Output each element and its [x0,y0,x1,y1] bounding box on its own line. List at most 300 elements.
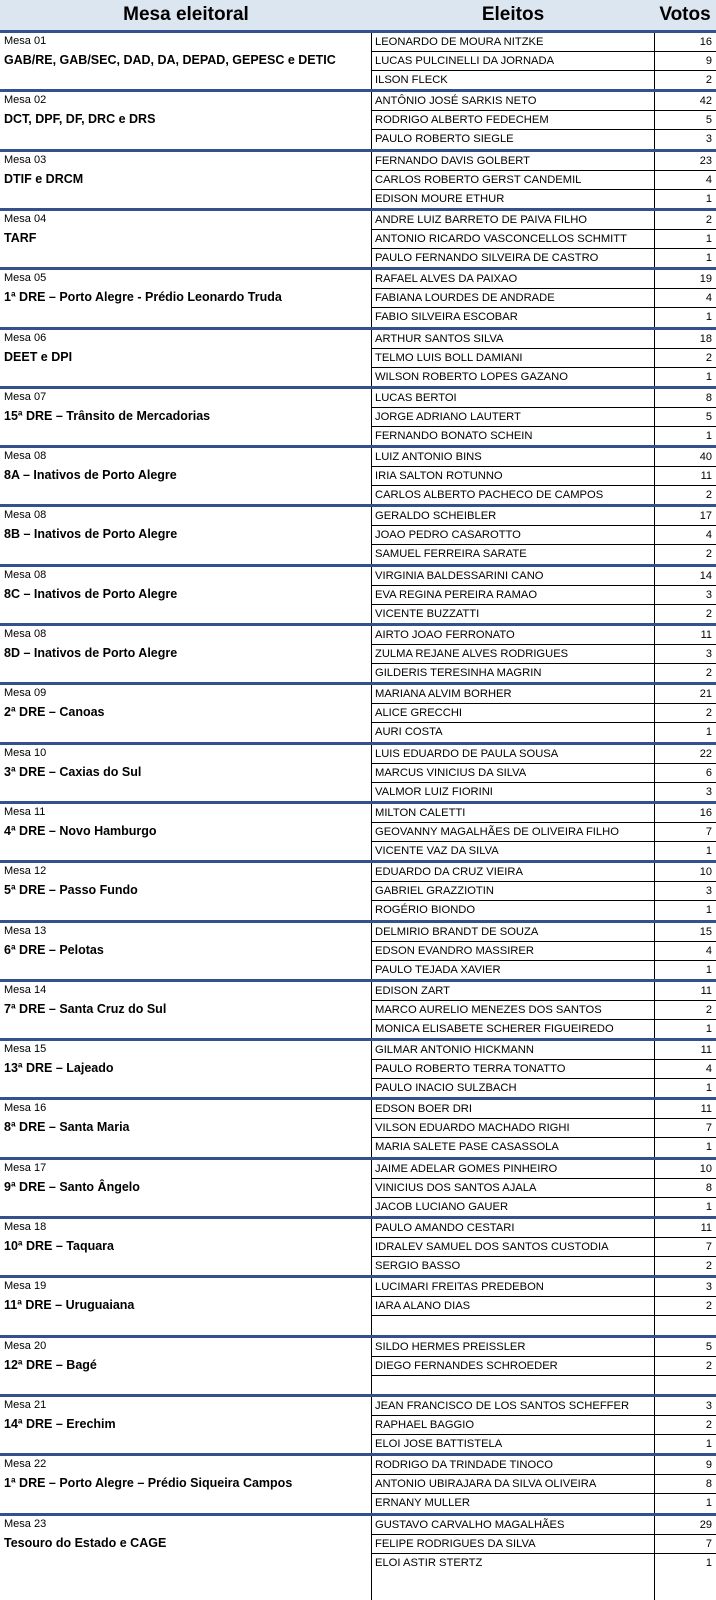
mesa-group [0,1100,716,1160]
candidate-row [372,823,716,842]
candidate-name: AURI COSTA [375,726,443,738]
candidate-name: GUSTAVO CARVALHO MAGALHÃES [375,1519,565,1531]
mesa-number: Mesa 23 [4,1518,47,1530]
candidate-name: ERNANY MULLER [375,1497,470,1509]
candidate-row [372,486,716,505]
mesa-number: Mesa 04 [4,213,47,225]
candidate-votes: 1 [705,311,712,323]
candidate-votes: 21 [699,688,712,700]
candidate-name: SILDO HERMES PREISSLER [375,1341,526,1353]
candidate-name: VICENTE VAZ DA SILVA [375,845,499,857]
candidate-name: CARLOS ALBERTO PACHECO DE CAMPOS [375,489,604,501]
candidate-votes: 22 [699,748,712,760]
candidate-votes: 1 [705,845,712,857]
candidate-votes: 4 [705,1063,712,1075]
mesa-location: 8C – Inativos de Porto Alegre [4,587,178,601]
candidate-name: GABRIEL GRAZZIOTIN [375,885,494,897]
mesa-number: Mesa 06 [4,332,47,344]
candidate-votes: 2 [705,1260,712,1272]
candidate-row [372,1475,716,1494]
mesa-location: 3ª DRE – Caxias do Sul [4,765,142,779]
candidate-row [372,1456,716,1475]
mesa-location: 11ª DRE – Uruguaiana [4,1298,135,1312]
candidate-votes: 16 [699,807,712,819]
header-eleitos: Eleitos [481,4,545,25]
candidate-name: PAULO FERNANDO SILVEIRA DE CASTRO [375,252,599,264]
candidate-name: FELIPE RODRIGUES DA SILVA [375,1538,536,1550]
candidate-name: MARIA SALETE PASE CASASSOLA [375,1141,559,1153]
candidate-name: LUIS EDUARDO DE PAULA SOUSA [375,748,559,760]
mesa-number: Mesa 20 [4,1340,47,1352]
mesa-location: 10ª DRE – Taquara [4,1239,114,1253]
mesa-location: 1ª DRE – Porto Alegre - Prédio Leonardo Truda [4,290,282,304]
candidate-votes: 10 [699,866,712,878]
header-votos: Votos [659,4,711,25]
mesa-group [0,685,716,745]
mesa-group [0,923,716,983]
candidate-row [372,1535,716,1554]
candidate-row [372,368,716,387]
mesa-group [0,804,716,864]
candidate-name: VALMOR LUIZ FIORINI [375,786,493,798]
mesa-location: 5ª DRE – Passo Fundo [4,883,138,897]
candidate-votes: 8 [705,392,712,404]
candidate-name: RODRIGO ALBERTO FEDECHEM [375,114,549,126]
candidate-name: ARTHUR SANTOS SILVA [375,333,504,345]
candidate-votes: 4 [705,945,712,957]
candidate-votes: 2 [705,1360,712,1372]
candidate-name: GILMAR ANTONIO HICKMANN [375,1044,534,1056]
mesa-group [0,567,716,627]
candidate-row [372,171,716,190]
mesa-number: Mesa 18 [4,1221,47,1233]
candidate-votes: 1 [705,371,712,383]
candidate-votes: 1 [705,1201,712,1213]
candidate-name: VILSON EDUARDO MACHADO RIGHI [375,1122,570,1134]
candidate-name: AIRTO JOAO FERRONATO [375,629,515,641]
candidate-name: SERGIO BASSO [375,1260,461,1272]
candidate-votes: 1 [705,1141,712,1153]
mesa-location: 8D – Inativos de Porto Alegre [4,646,178,660]
candidate-name: ALICE GRECCHI [375,707,463,719]
mesa-location: 8A – Inativos de Porto Alegre [4,468,177,482]
candidate-name: MILTON CALETTI [375,807,466,819]
mesa-number: Mesa 07 [4,391,47,403]
mesa-location: 13ª DRE – Lajeado [4,1061,114,1075]
mesa-group [0,863,716,923]
mesa-group [0,92,716,152]
candidate-row [372,1001,716,1020]
candidate-row [372,152,716,171]
candidate-row [372,1138,716,1157]
candidate-votes: 7 [705,1122,712,1134]
candidate-votes: 16 [699,36,712,48]
candidate-row [372,408,716,427]
candidate-votes: 17 [699,510,712,522]
candidate-row [372,704,716,723]
candidate-votes: 3 [705,885,712,897]
candidate-row [372,586,716,605]
candidate-row [372,130,716,149]
candidate-row [372,1516,716,1535]
candidate-name: TELMO LUIS BOLL DAMIANI [375,352,523,364]
candidate-row [372,1160,716,1179]
candidate-row [372,526,716,545]
candidate-row [372,942,716,961]
candidate-name: PAULO ROBERTO TERRA TONATTO [375,1063,566,1075]
candidate-votes: 4 [705,292,712,304]
mesa-location: 2ª DRE – Canoas [4,705,105,719]
candidate-name: EDSON EVANDRO MASSIRER [375,945,534,957]
mesa-number: Mesa 14 [4,984,47,996]
candidate-row [372,467,716,486]
mesa-number: Mesa 08 [4,509,47,521]
candidate-row [372,349,716,368]
mesa-group [0,1456,716,1516]
mesa-location: 12ª DRE – Bagé [4,1358,97,1372]
mesa-number: Mesa 13 [4,925,47,937]
candidate-name: VINICIUS DOS SANTOS AJALA [375,1182,537,1194]
candidate-row [372,211,716,230]
candidate-votes: 11 [700,985,712,997]
mesa-location: 8B – Inativos de Porto Alegre [4,527,178,541]
candidate-votes: 11 [700,1222,712,1234]
candidate-row [372,723,716,742]
candidate-row [372,1278,716,1297]
candidate-row [372,448,716,467]
candidate-name: JACOB LUCIANO GAUER [375,1201,509,1213]
candidate-votes: 5 [705,411,712,423]
mesa-number: Mesa 17 [4,1162,47,1174]
mesa-number: Mesa 21 [4,1399,47,1411]
candidate-votes: 4 [705,174,712,186]
mesa-number: Mesa 09 [4,687,47,699]
mesa-group [0,1219,716,1279]
candidate-votes: 19 [699,273,712,285]
candidate-row [372,1060,716,1079]
candidate-name: ANTONIO UBIRAJARA DA SILVA OLIVEIRA [375,1478,597,1490]
candidate-name: FABIO SILVEIRA ESCOBAR [375,311,518,323]
candidate-row [372,1198,716,1217]
candidate-row [372,389,716,408]
candidate-votes: 1 [705,252,712,264]
candidate-name: MARCUS VINICIUS DA SILVA [375,767,527,779]
candidate-row [372,289,716,308]
candidate-votes: 1 [705,1082,712,1094]
mesa-group [0,211,716,271]
mesa-number: Mesa 08 [4,628,47,640]
candidate-votes: 1 [705,1557,712,1569]
mesa-location: 14ª DRE – Erechim [4,1417,116,1431]
mesa-location: TARF [4,231,37,245]
candidate-row [372,545,716,564]
mesa-location: GAB/RE, GAB/SEC, DAD, DA, DEPAD, GEPESC e DETIC [4,53,336,67]
candidate-row [372,804,716,823]
candidate-name: PAULO INACIO SULZBACH [375,1082,517,1094]
candidate-votes: 4 [705,529,712,541]
candidate-row [372,1079,716,1098]
candidate-votes: 3 [705,589,712,601]
candidate-name: IARA ALANO DIAS [375,1300,471,1312]
candidate-row [372,1041,716,1060]
candidate-name: EDISON MOURE ETHUR [375,193,505,205]
mesa-group [0,1397,716,1457]
candidate-row [372,330,716,349]
candidate-votes: 6 [705,767,712,779]
candidate-name: SAMUEL FERREIRA SARATE [375,548,527,560]
candidate-votes: 11 [700,1103,712,1115]
candidate-row [372,1020,716,1039]
candidate-votes: 2 [705,548,712,560]
mesa-number: Mesa 01 [4,35,47,47]
mesa-location: DCT, DPF, DF, DRC e DRS [4,112,156,126]
candidate-name: PAULO AMANDO CESTARI [375,1222,515,1234]
candidate-votes: 29 [699,1519,712,1531]
candidate-row [372,1338,716,1357]
candidate-row [372,923,716,942]
candidate-row [372,745,716,764]
candidate-row [372,645,716,664]
mesa-location: DEET e DPI [4,350,73,364]
candidate-name: EDSON BOER DRI [375,1103,472,1115]
candidate-row [372,33,716,52]
candidate-name: ELOI JOSE BATTISTELA [375,1438,503,1450]
mesa-number: Mesa 03 [4,154,47,166]
mesa-location: 4ª DRE – Novo Hamburgo [4,824,157,838]
candidate-row [372,230,716,249]
mesa-group [0,330,716,390]
candidate-name: DELMIRIO BRANDT DE SOUZA [375,926,539,938]
candidate-row [372,1179,716,1198]
candidate-row [372,111,716,130]
mesa-number: Mesa 05 [4,272,47,284]
mesa-location: 15ª DRE – Trânsito de Mercadorias [4,409,211,423]
candidate-votes: 1 [705,193,712,205]
candidate-row [372,1357,716,1376]
mesa-group [0,982,716,1042]
candidate-name: VICENTE BUZZATTI [375,608,480,620]
candidate-votes: 11 [700,629,712,641]
mesa-location: DTIF e DRCM [4,172,84,186]
mesa-group [0,1041,716,1101]
candidate-row [372,308,716,327]
candidate-name: JEAN FRANCISCO DE LOS SANTOS SCHEFFER [375,1400,630,1412]
candidate-votes: 2 [705,214,712,226]
mesa-group [0,33,716,93]
candidate-row [372,605,716,624]
candidate-name: RODRIGO DA TRINDADE TINOCO [375,1459,553,1471]
candidate-votes: 9 [705,1459,712,1471]
mesa-group [0,507,716,567]
mesa-group [0,1516,716,1576]
mesa-group [0,389,716,449]
table-header [0,0,716,30]
candidate-votes: 1 [705,1023,712,1035]
candidate-votes: 2 [705,667,712,679]
candidate-votes: 1 [705,1497,712,1509]
mesa-number: Mesa 15 [4,1043,47,1055]
candidate-row [372,982,716,1001]
candidate-row [372,1119,716,1138]
candidate-row [372,1297,716,1316]
candidate-name: GEOVANNY MAGALHÃES DE OLIVEIRA FILHO [375,826,619,838]
candidate-votes: 9 [705,55,712,67]
candidate-votes: 11 [700,1044,712,1056]
candidate-votes: 1 [705,964,712,976]
candidate-name: ZULMA REJANE ALVES RODRIGUES [375,648,569,660]
candidate-votes: 3 [705,786,712,798]
header-mesa-eleitoral: Mesa eleitoral [123,4,249,25]
mesa-location: Tesouro do Estado e CAGE [4,1536,167,1550]
candidate-name: MARIANA ALVIM BORHER [375,688,512,700]
candidate-name: MONICA ELISABETE SCHERER FIGUEIREDO [375,1023,614,1035]
candidate-votes: 5 [705,1341,712,1353]
candidate-row [372,1416,716,1435]
candidate-votes: 7 [705,826,712,838]
candidate-votes: 2 [705,1300,712,1312]
candidate-votes: 2 [705,707,712,719]
candidate-row [372,52,716,71]
candidate-row [372,626,716,645]
candidate-row [372,1397,716,1416]
candidate-name: JORGE ADRIANO LAUTERT [375,411,521,423]
candidate-votes: 42 [699,95,712,107]
candidate-name: RAPHAEL BAGGIO [375,1419,475,1431]
mesa-number: Mesa 16 [4,1102,47,1114]
candidate-votes: 2 [705,74,712,86]
mesa-group [0,152,716,212]
candidate-row [372,882,716,901]
candidate-name: PAULO ROBERTO SIEGLE [375,133,514,145]
candidate-votes: 3 [705,133,712,145]
candidate-row [372,783,716,802]
candidate-row [372,1238,716,1257]
candidate-row [372,71,716,90]
candidate-votes: 2 [705,489,712,501]
candidate-votes: 15 [699,926,712,938]
candidate-name: LUIZ ANTONIO BINS [375,451,482,463]
mesa-location: 6ª DRE – Pelotas [4,943,104,957]
candidate-name: EVA REGINA PEREIRA RAMAO [375,589,538,601]
candidate-votes: 7 [705,1241,712,1253]
candidate-name: DIEGO FERNANDES SCHROEDER [375,1360,558,1372]
candidate-votes: 23 [699,155,712,167]
candidate-row [372,842,716,861]
candidate-row [372,1554,716,1573]
candidate-name: MARCO AURELIO MENEZES DOS SANTOS [375,1004,602,1016]
candidate-votes: 1 [705,726,712,738]
candidate-name: CARLOS ROBERTO GERST CANDEMIL [375,174,582,186]
candidate-row [372,249,716,268]
mesa-location: 9ª DRE – Santo Ângelo [4,1180,140,1194]
candidate-name: RAFAEL ALVES DA PAIXAO [375,273,518,285]
candidate-row [372,863,716,882]
candidate-name: ELOI ASTIR STERTZ [375,1557,483,1569]
candidate-row [372,1100,716,1119]
candidate-name: LUCIMARI FREITAS PREDEBON [375,1281,544,1293]
candidate-name: FERNANDO BONATO SCHEIN [375,430,533,442]
candidate-name: WILSON ROBERTO LOPES GAZANO [375,371,568,383]
candidate-row [372,507,716,526]
candidate-votes: 1 [705,430,712,442]
candidate-votes: 2 [705,352,712,364]
candidate-name: EDUARDO DA CRUZ VIEIRA [375,866,523,878]
candidate-row [372,664,716,683]
candidate-name: FABIANA LOURDES DE ANDRADE [375,292,555,304]
candidate-name: GERALDO SCHEIBLER [375,510,497,522]
candidate-votes: 1 [705,904,712,916]
candidate-votes: 2 [705,1419,712,1431]
candidate-name: JAIME ADELAR GOMES PINHEIRO [375,1163,558,1175]
mesa-number: Mesa 08 [4,569,47,581]
candidate-row [372,961,716,980]
mesa-number: Mesa 19 [4,1280,47,1292]
candidate-row [372,567,716,586]
candidate-votes: 1 [705,1438,712,1450]
candidate-votes: 7 [705,1538,712,1550]
candidate-row [372,190,716,209]
candidate-row [372,901,716,920]
candidate-row [372,92,716,111]
candidate-name: IDRALEV SAMUEL DOS SANTOS CUSTODIA [375,1241,609,1253]
candidate-name: JOAO PEDRO CASAROTTO [375,529,521,541]
candidate-row [372,1316,716,1335]
candidate-votes: 10 [699,1163,712,1175]
mesa-number: Mesa 08 [4,450,47,462]
candidate-row [372,270,716,289]
candidate-row [372,1219,716,1238]
candidate-name: LEONARDO DE MOURA NITZKE [375,36,544,48]
mesa-number: Mesa 10 [4,747,47,759]
candidate-name: ILSON FLECK [375,74,448,86]
mesa-number: Mesa 02 [4,94,47,106]
mesa-location: 8ª DRE – Santa Maria [4,1120,130,1134]
mesa-group [0,1338,716,1398]
candidate-name: LUCAS PULCINELLI DA JORNADA [375,55,555,67]
candidate-row [372,1435,716,1454]
mesa-number: Mesa 22 [4,1458,47,1470]
candidate-row [372,1376,716,1395]
mesa-location: 7ª DRE – Santa Cruz do Sul [4,1002,167,1016]
candidate-votes: 5 [705,114,712,126]
mesa-group [0,270,716,330]
mesa-location: 1ª DRE – Porto Alegre – Prédio Siqueira Campos [4,1476,293,1490]
candidate-votes: 8 [705,1182,712,1194]
candidate-row [372,764,716,783]
mesa-group [0,745,716,805]
mesa-group [0,448,716,508]
candidate-row [372,427,716,446]
candidate-votes: 3 [705,648,712,660]
candidate-name: IRIA SALTON ROTUNNO [375,470,503,482]
candidate-row [372,1257,716,1276]
candidate-name: ANTÔNIO JOSÉ SARKIS NETO [375,95,537,107]
candidate-row [372,685,716,704]
candidate-name: GILDERIS TERESINHA MAGRIN [375,667,542,679]
mesa-group [0,1160,716,1220]
mesa-number: Mesa 12 [4,865,47,877]
candidate-votes: 14 [699,570,712,582]
candidate-name: ANDRE LUIZ BARRETO DE PAIVA FILHO [375,214,587,226]
candidate-votes: 8 [705,1478,712,1490]
candidate-name: FERNANDO DAVIS GOLBERT [375,155,530,167]
candidate-votes: 2 [705,608,712,620]
candidate-name: ROGÉRIO BIONDO [375,904,476,916]
candidate-votes: 40 [699,451,712,463]
mesa-group [0,1278,716,1338]
candidate-votes: 1 [705,233,712,245]
mesa-number: Mesa 11 [4,806,46,818]
